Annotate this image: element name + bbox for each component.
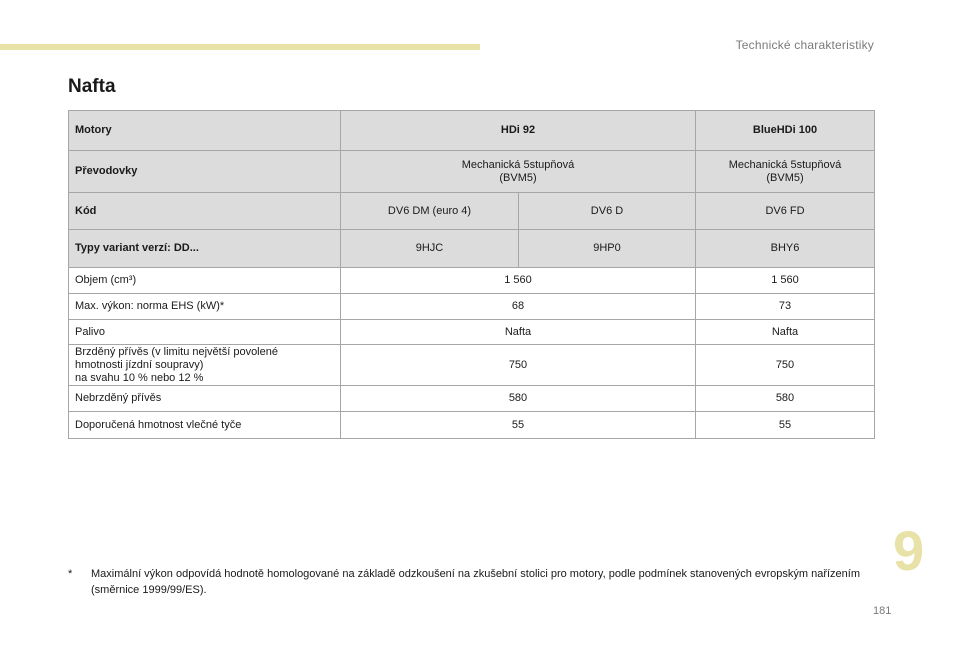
row-value: 1 560 — [341, 268, 696, 294]
motor-hdi92: HDi 92 — [341, 111, 696, 151]
row-label: Nebrzděný přívěs — [69, 386, 341, 412]
gearbox-cell — [696, 151, 875, 193]
code-label: Kód — [69, 193, 341, 230]
gearbox-line: Mechanická 5stupňová — [461, 158, 575, 171]
footnote — [68, 566, 880, 598]
row-value: 580 — [696, 386, 875, 412]
row-label-line: hmotnosti jízdní soupravy) — [75, 358, 204, 371]
section-title: Nafta — [68, 76, 116, 97]
gearbox-line: Mechanická 5stupňová — [728, 158, 842, 171]
table-row — [69, 230, 875, 268]
row-value: 55 — [341, 412, 696, 439]
row-label: Doporučená hmotnost vlečné tyče — [69, 412, 341, 439]
row-value: 1 560 — [696, 268, 875, 294]
row-value: 580 — [341, 386, 696, 412]
code-value: DV6 DM (euro 4) — [341, 193, 519, 230]
engine-spec-table — [68, 110, 875, 439]
row-value: 750 — [696, 345, 875, 386]
variant-value: BHY6 — [696, 230, 875, 268]
table-row — [69, 294, 875, 320]
table-row — [69, 111, 875, 151]
row-value: Nafta — [341, 320, 696, 345]
table-row — [69, 151, 875, 193]
table-row — [69, 268, 875, 294]
table-row — [69, 386, 875, 412]
header-accent-bar — [0, 44, 480, 50]
table-row — [69, 320, 875, 345]
gearbox-cell — [341, 151, 696, 193]
gearbox-line: (BVM5) — [766, 171, 804, 184]
row-label: Objem (cm³) — [69, 268, 341, 294]
footnote-text: Maximální výkon odpovídá hodnotě homologované na základě odzkoušení na zkušební stolici pro motory, podle podmínek stanovených evropským nařízením (směrnice 1999/99/ES). — [91, 568, 861, 596]
row-value: 55 — [696, 412, 875, 439]
row-label: Palivo — [69, 320, 341, 345]
table-row — [69, 193, 875, 230]
chapter-header-title: Technické charakteristiky — [735, 38, 874, 52]
footnote-marker: * — [68, 568, 73, 580]
chapter-number: 9 — [893, 519, 925, 582]
variant-value: 9HP0 — [519, 230, 696, 268]
row-value: 750 — [341, 345, 696, 386]
motor-bluehdi100: BlueHDi 100 — [696, 111, 875, 151]
gearbox-line: (BVM5) — [499, 171, 537, 184]
table-row — [69, 345, 875, 386]
row-value: 73 — [696, 294, 875, 320]
row-label: Max. výkon: norma EHS (kW)* — [69, 294, 341, 320]
row-value: 68 — [341, 294, 696, 320]
code-value: DV6 FD — [696, 193, 875, 230]
variant-value: 9HJC — [341, 230, 519, 268]
row-label — [69, 345, 341, 386]
page-number: 181 — [873, 605, 892, 617]
motor-label: Motory — [69, 111, 341, 151]
row-label-line: na svahu 10 % nebo 12 % — [75, 371, 204, 384]
row-label-line: Brzděný přívěs (v limitu největší povolené — [75, 345, 278, 358]
row-value: Nafta — [696, 320, 875, 345]
table-row — [69, 412, 875, 439]
variant-label: Typy variant verzí: DD... — [69, 230, 341, 268]
code-value: DV6 D — [519, 193, 696, 230]
gearbox-label: Převodovky — [69, 151, 341, 193]
